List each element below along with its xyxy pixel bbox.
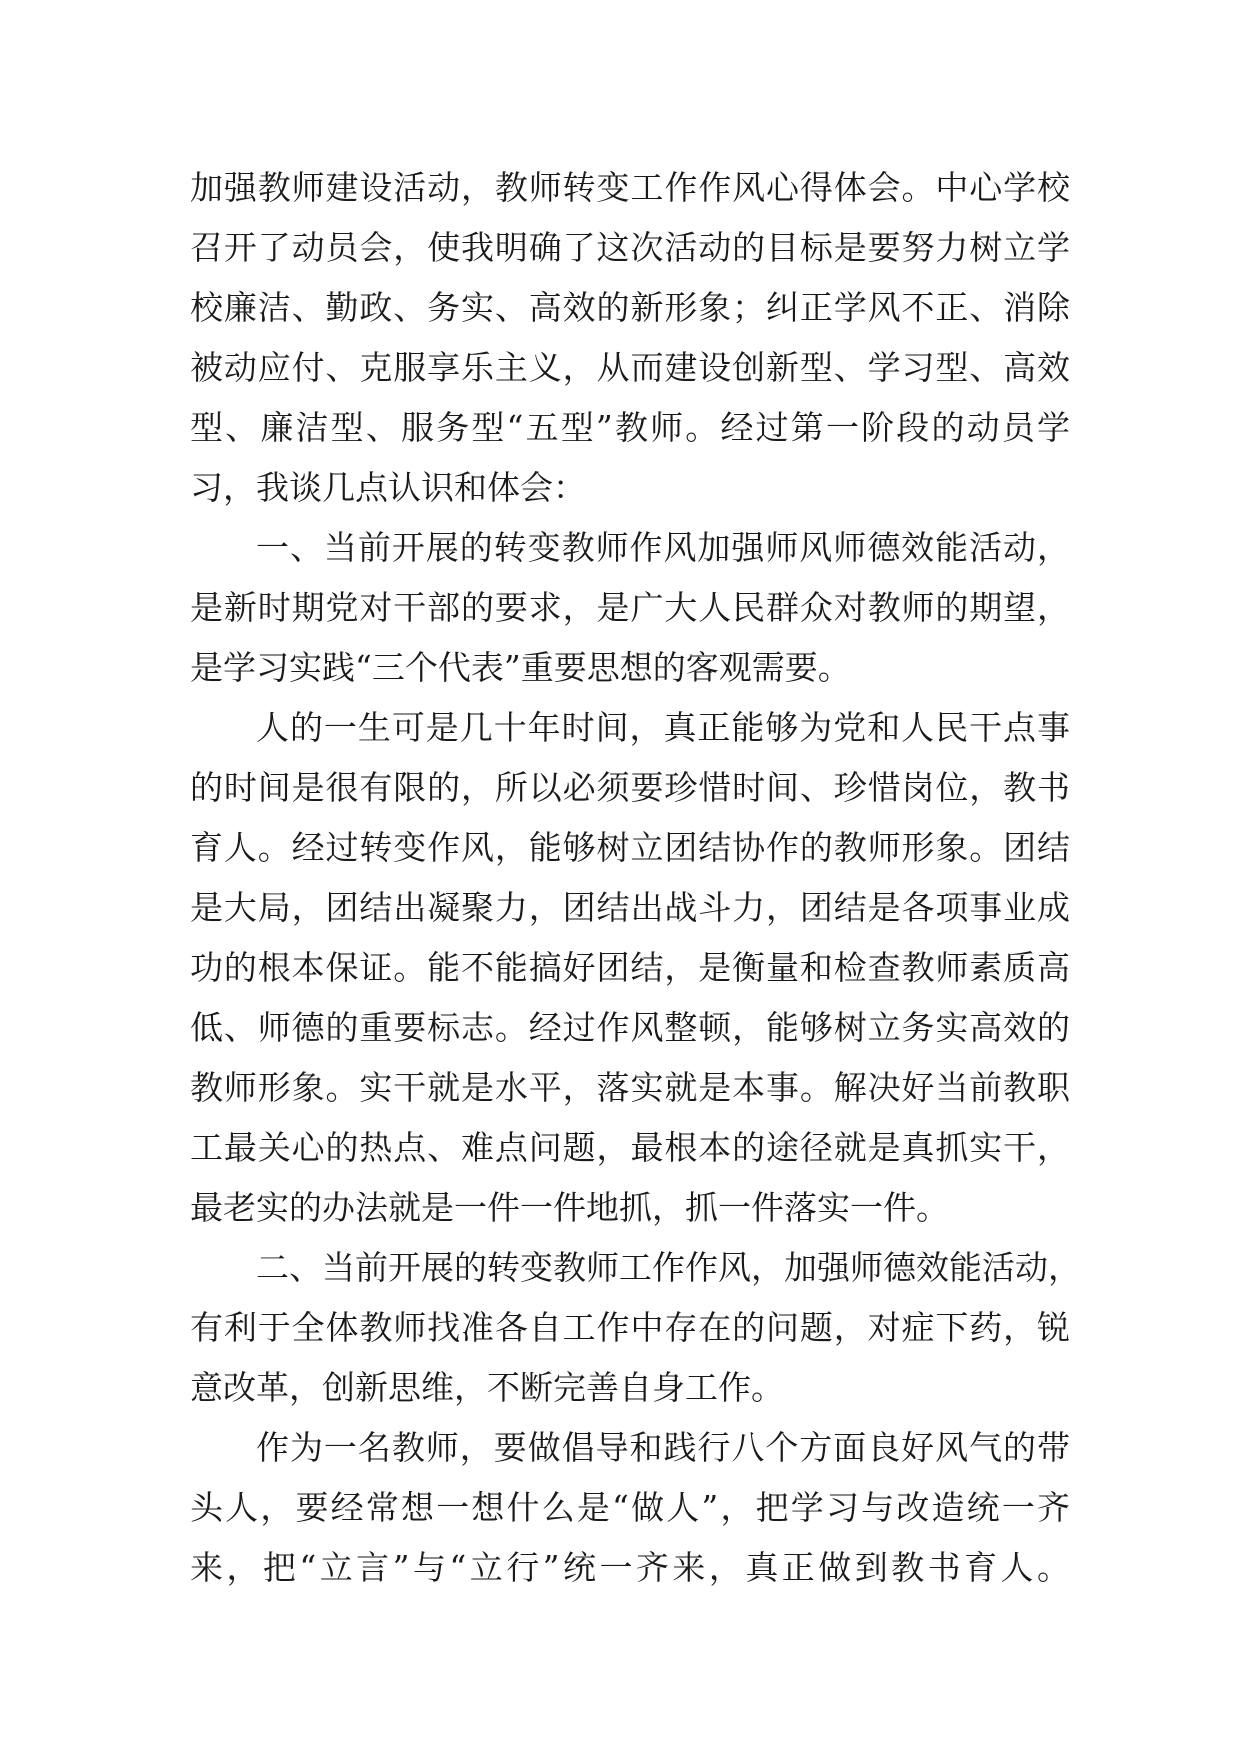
text-line: 意改革，创新思维，不断完善自身工作。	[190, 1368, 784, 1407]
text-line: 头人，要经常想一想什么是“做人”，把学习与改造统一齐	[190, 1488, 1070, 1527]
text-line: 教师形象。实干就是水平，落实就是本事。解决好当前教职	[190, 1068, 1070, 1107]
text-line: 是学习实践“三个代表”重要思想的客观需要。	[190, 648, 851, 687]
text-line: 育人。经过转变作风，能够树立团结协作的教师形象。团结	[190, 828, 1070, 867]
text-line: 作为一名教师，要做倡导和践行八个方面良好风气的带	[256, 1428, 1070, 1467]
text-line: 来，把“立言”与“立行”统一齐来，真正做到教书育人。	[190, 1548, 1070, 1587]
text-line: 人的一生可是几十年时间，真正能够为党和人民干点事	[256, 708, 1070, 747]
paragraph-4	[190, 1238, 1081, 1418]
text-line: 有利于全体教师找准各自工作中存在的问题，对症下药，锐	[190, 1308, 1070, 1347]
paragraph-2	[190, 518, 1070, 698]
text-line: 型、廉洁型、服务型“五型”教师。经过第一阶段的动员学	[190, 408, 1070, 447]
text-line: 功的根本保证。能不能搞好团结，是衡量和检查教师素质高	[190, 948, 1070, 987]
text-line: 召开了动员会，使我明确了这次活动的目标是要努力树立学	[190, 228, 1070, 267]
text-line: 的时间是很有限的，所以必须要珍惜时间、珍惜岗位，教书	[190, 768, 1070, 807]
text-line: 是新时期党对干部的要求，是广大人民群众对教师的期望，	[190, 588, 1070, 627]
text-line: 被动应付、克服享乐主义，从而建设创新型、学习型、高效	[190, 348, 1070, 387]
text-line: 工最关心的热点、难点问题，最根本的途径就是真抓实干，	[190, 1128, 1070, 1167]
text-line: 是大局，团结出凝聚力，团结出战斗力，团结是各项事业成	[190, 888, 1070, 927]
text-line: 最老实的办法就是一件一件地抓，抓一件落实一件。	[190, 1188, 949, 1227]
paragraph-1	[190, 158, 1070, 518]
text-line: 加强教师建设活动，教师转变工作作风心得体会。中心学校	[190, 168, 1070, 207]
document-body	[190, 158, 1081, 1598]
paragraph-3	[190, 698, 1070, 1238]
text-line: 二、当前开展的转变教师工作作风，加强师德效能活动，	[256, 1248, 1081, 1287]
text-line: 低、师德的重要标志。经过作风整顿，能够树立务实高效的	[190, 1008, 1070, 1047]
text-line: 校廉洁、勤政、务实、高效的新形象；纠正学风不正、消除	[190, 288, 1070, 327]
text-line: 一、当前开展的转变教师作风加强师风师德效能活动，	[256, 528, 1070, 567]
text-line: 习，我谈几点认识和体会：	[190, 468, 586, 507]
paragraph-5	[190, 1418, 1070, 1598]
